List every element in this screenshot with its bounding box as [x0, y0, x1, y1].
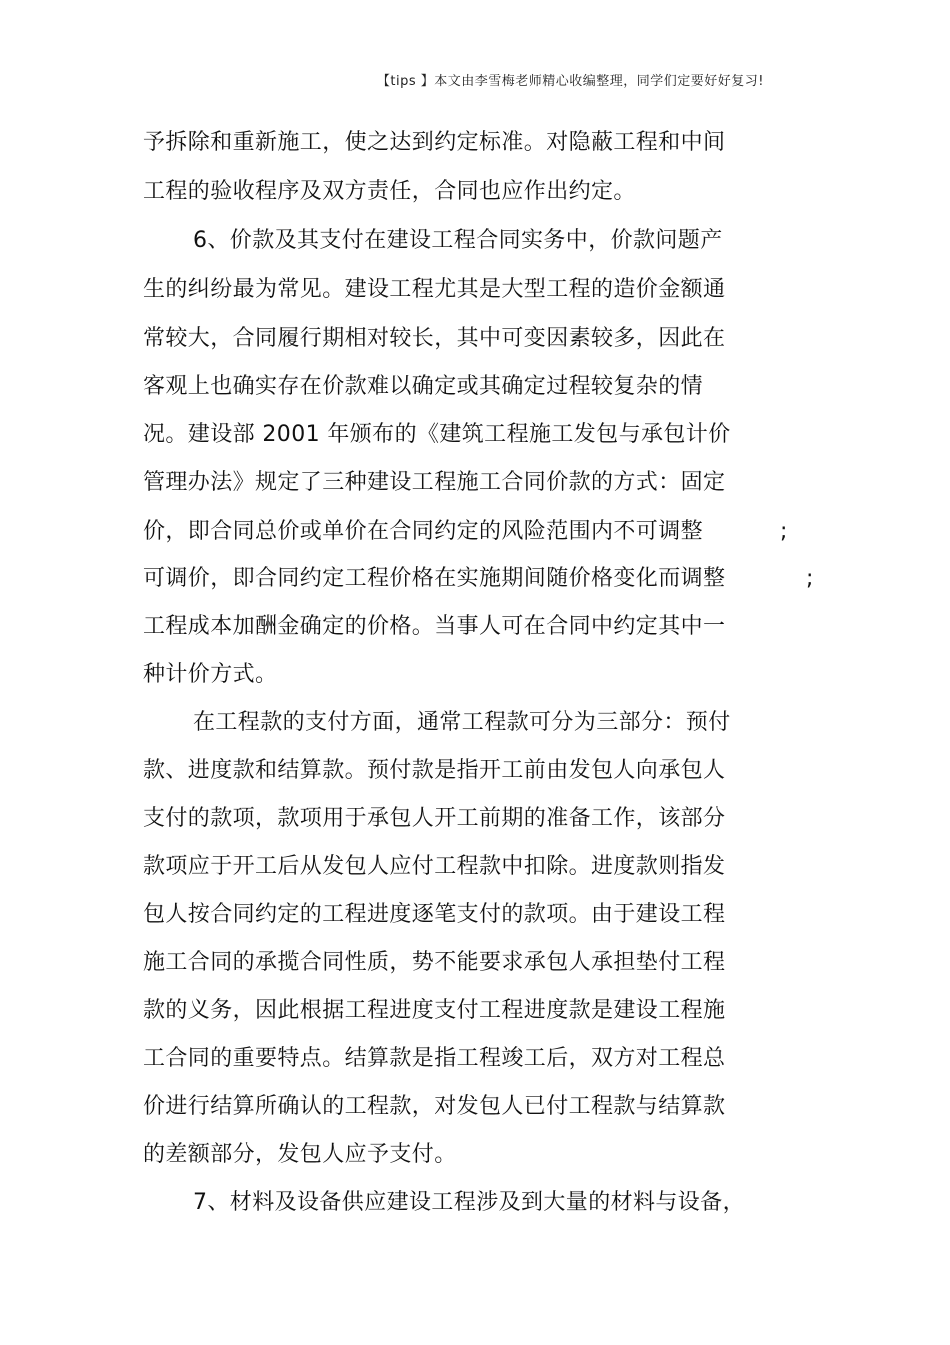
paragraph-heading-6: 6、价款及其支付在建设工程合同实务中，价款问题产 — [193, 228, 723, 253]
text-line: 况。建设部 2001 年颁布的《建筑工程施工发包与承包计价 — [143, 422, 731, 447]
text-line: 支付的款项，款项用于承包人开工前期的准备工作，该部分 — [143, 806, 726, 831]
text-line: 客观上也确实存在价款难以确定或其确定过程较复杂的情 — [143, 374, 704, 399]
semicolon-mark: ; — [806, 566, 814, 591]
text-line: 予拆除和重新施工，使之达到约定标准。对隐蔽工程和中间 — [143, 130, 726, 155]
paragraph-start: 在工程款的支付方面，通常工程款可分为三部分：预付 — [193, 710, 731, 735]
text-line: 生的纠纷最为常见。建设工程尤其是大型工程的造价金额通 — [143, 277, 726, 302]
text-line: 价进行结算所确认的工程款，对发包人已付工程款与结算款 — [143, 1094, 726, 1119]
text-line: 款项应于开工后从发包人应付工程款中扣除。进度款则指发 — [143, 854, 726, 879]
text-line: 可调价，即合同约定工程价格在实施期间随价格变化而调整 — [143, 566, 726, 591]
text-line: 款、进度款和结算款。预付款是指开工前由发包人向承包人 — [143, 758, 726, 783]
text-line: 工合同的重要特点。结算款是指工程竣工后，双方对工程总 — [143, 1046, 726, 1071]
text-line: 管理办法》规定了三种建设工程施工合同价款的方式：固定 — [143, 470, 726, 495]
tips-header: 【tips 】本文由李雪梅老师精心收编整理，同学们定要好好复习! — [376, 74, 764, 89]
text-line: 施工合同的承揽合同性质，势不能要求承包人承担垫付工程 — [143, 950, 726, 975]
text-line: 价，即合同总价或单价在合同约定的风险范围内不可调整 — [143, 519, 704, 544]
paragraph-heading-7: 7、材料及设备供应建设工程涉及到大量的材料与设备， — [193, 1190, 745, 1215]
text-line: 工程的验收程序及双方责任，合同也应作出约定。 — [143, 179, 636, 204]
text-line: 常较大，合同履行期相对较长，其中可变因素较多，因此在 — [143, 326, 726, 351]
text-line: 包人按合同约定的工程进度逐笔支付的款项。由于建设工程 — [143, 902, 726, 927]
text-line: 种计价方式。 — [143, 662, 278, 687]
semicolon-mark: ; — [780, 519, 788, 544]
text-line: 款的义务，因此根据工程进度支付工程进度款是建设工程施 — [143, 998, 726, 1023]
text-line: 工程成本加酬金确定的价格。当事人可在合同中约定其中一 — [143, 614, 726, 639]
text-line: 的差额部分，发包人应予支付。 — [143, 1142, 457, 1167]
